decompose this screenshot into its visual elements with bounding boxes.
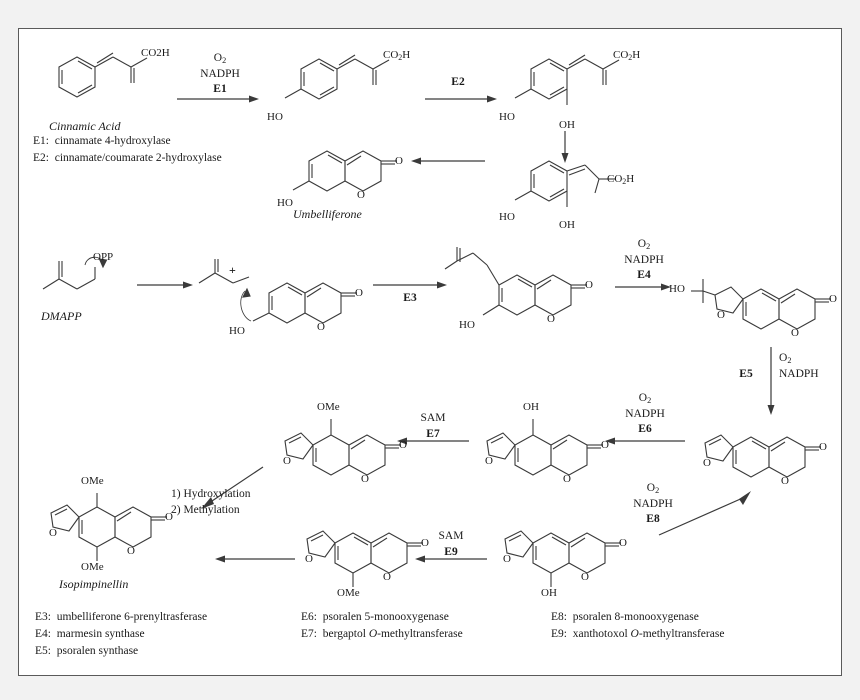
atom-label-o-ring: O <box>581 571 589 583</box>
atom-label-o-carbonyl: O <box>819 441 827 453</box>
enzyme-e8: E8 <box>646 513 660 526</box>
atom-label-o-ring: O <box>357 189 365 201</box>
arrow-lactonization <box>409 155 485 167</box>
atom-label-opp: OPP <box>93 251 114 263</box>
structure-isopimpinellin <box>33 465 191 581</box>
cofactor-o2: $O_2$ <box>638 392 652 406</box>
atom-label-ho: HO <box>267 111 283 123</box>
atom-label-oh: OH <box>541 587 557 599</box>
enzyme-e1: E1 <box>213 83 227 96</box>
cofactor-nadph: NADPH <box>625 407 665 420</box>
atom-label-co2h: $CO_2H$ <box>383 49 411 62</box>
atom-label-o-furan: O <box>283 455 291 467</box>
arrow-e2 <box>425 93 499 105</box>
cofactor-sam: SAM <box>438 530 464 542</box>
arrow-xanthotoxin-to-isopimpinellin <box>215 553 295 565</box>
atom-label-o-ring: O <box>383 571 391 583</box>
structure-p-coumaric-acid <box>267 47 411 123</box>
cofactor-o2: $O_2$ <box>637 238 651 252</box>
reaction-label-e4 <box>611 237 677 284</box>
structure-umbelliferone <box>277 141 419 209</box>
structure-name-umbelliferone: Umbelliferone <box>293 207 362 221</box>
atom-label-o-furan: O <box>49 527 57 539</box>
atom-label-o-ring: O <box>361 473 369 485</box>
legend-e5: E5: psoralen synthase <box>35 645 139 657</box>
cofactor-o2: $O_2$ <box>213 52 227 66</box>
structure-name-isopimpinellin: Isopimpinellin <box>59 577 129 591</box>
legend-e7: E7: bergaptol O-methyltransferase <box>301 628 463 640</box>
cofactor-nadph: NADPH <box>624 253 664 266</box>
cofactor-nadph: NADPH <box>633 497 673 510</box>
atom-label-ome: OMe <box>337 587 360 599</box>
legend-e9: E9: xanthotoxol O-methyltransferase <box>551 628 725 640</box>
atom-label-o-ring: O <box>547 313 555 325</box>
atom-label-o-carbonyl: O <box>355 287 363 299</box>
atom-label-ho: HO <box>499 211 515 223</box>
structure-name-dmapp: DMAPP <box>41 309 82 323</box>
enzyme-e2: E2 <box>451 76 465 88</box>
structure-dmapp-cation-umbelliferone <box>195 251 381 347</box>
atom-label-ome-top: OMe <box>81 475 104 487</box>
enzyme-e6: E6 <box>638 423 652 436</box>
atom-label-co2h: CO2H <box>141 47 170 59</box>
atom-label-o-ring: O <box>317 321 325 333</box>
structure-cinnamic-acid <box>37 39 177 119</box>
atom-label-o-furan: O <box>485 455 493 467</box>
annotation-hydroxylation-methylation <box>171 487 311 518</box>
enzyme-e7: E7 <box>426 427 440 440</box>
atom-label-o-ring: O <box>127 545 135 557</box>
atom-label-cation: + <box>229 263 236 277</box>
atom-label-oh: OH <box>559 119 575 131</box>
cofactor-sam: SAM <box>420 412 446 424</box>
structure-name-cinnamic-acid: Cinnamic Acid <box>49 119 121 133</box>
legend-e8: E8: psoralen 8-monooxygenase <box>551 611 699 623</box>
reaction-label-e1 <box>177 51 263 98</box>
structure-cis-dihydroxycinnamic-acid <box>499 149 653 231</box>
structure-marmesin <box>669 261 842 343</box>
arrow-dmapp-to-cation <box>137 279 195 291</box>
atom-label-o-ring: O <box>781 475 789 487</box>
atom-label-co2h: $CO_2H$ <box>607 173 635 186</box>
atom-label-o-ring: O <box>791 327 799 339</box>
structure-dihydroxycinnamic-acid <box>499 43 653 131</box>
arrow-e3 <box>373 279 449 291</box>
legend-e4: E4: marmesin synthase <box>35 628 145 640</box>
atom-label-ho: HO <box>229 325 245 337</box>
atom-label-o-carbonyl: O <box>585 279 593 291</box>
atom-label-o-carbonyl: O <box>619 537 627 549</box>
structure-dmapp <box>37 245 145 307</box>
enzyme-e5: E5 <box>739 368 753 380</box>
cofactor-nadph: NADPH <box>200 67 240 80</box>
atom-label-co2h: $CO_2H$ <box>613 49 641 62</box>
atom-label-o-carbonyl: O <box>395 155 403 167</box>
atom-label-o-carbonyl: O <box>829 293 837 305</box>
atom-label-ome-bottom: OMe <box>81 561 104 573</box>
atom-label-ome: OMe <box>317 401 340 413</box>
cofactor-nadph: NADPH <box>779 367 819 380</box>
structure-xanthotoxol <box>487 509 645 609</box>
atom-label-o-carbonyl: O <box>165 511 173 523</box>
atom-label-ho: HO <box>669 283 685 295</box>
enzyme-e9: E9 <box>444 545 458 558</box>
atom-label-ho: HO <box>459 319 475 331</box>
atom-label-o-carbonyl: O <box>601 439 609 451</box>
diagram-panel <box>18 28 842 676</box>
structure-xanthotoxin <box>289 509 447 609</box>
annotation-line-1: 1) Hydroxylation <box>171 488 251 500</box>
legend-e6: E6: psoralen 5-monooxygenase <box>301 611 449 623</box>
reaction-cofactors-e5 <box>779 351 839 382</box>
enzyme-e3: E3 <box>403 292 417 304</box>
atom-label-oh: OH <box>523 401 539 413</box>
atom-label-o-furan: O <box>717 309 725 321</box>
structure-demethylsuberosin <box>447 243 607 343</box>
legend-top-line-2: E2: cinnamate/coumarate 2-hydroxylase <box>33 152 222 164</box>
structure-bergaptol <box>469 385 625 489</box>
atom-label-oh: OH <box>559 219 575 231</box>
structure-psoralen <box>687 407 841 491</box>
atom-label-o-furan: O <box>503 553 511 565</box>
atom-label-o-carbonyl: O <box>399 439 407 451</box>
atom-label-o-carbonyl: O <box>421 537 429 549</box>
legend-top-line-1: E1: cinnamate 4-hydroxylase <box>33 135 171 147</box>
cofactor-o2: $O_2$ <box>779 352 792 366</box>
atom-label-o-furan: O <box>305 553 313 565</box>
atom-label-ho: HO <box>499 111 515 123</box>
enzyme-e4: E4 <box>637 269 651 282</box>
atom-label-o-ring: O <box>563 473 571 485</box>
annotation-line-2: 2) Methylation <box>171 503 240 516</box>
legend-e3: E3: umbelliferone 6-prenyltrasferase <box>35 611 208 623</box>
atom-label-ho: HO <box>277 197 293 209</box>
structure-bergapten <box>267 383 423 489</box>
cofactor-o2: $O_2$ <box>646 482 660 496</box>
atom-label-o-furan: O <box>703 457 711 469</box>
